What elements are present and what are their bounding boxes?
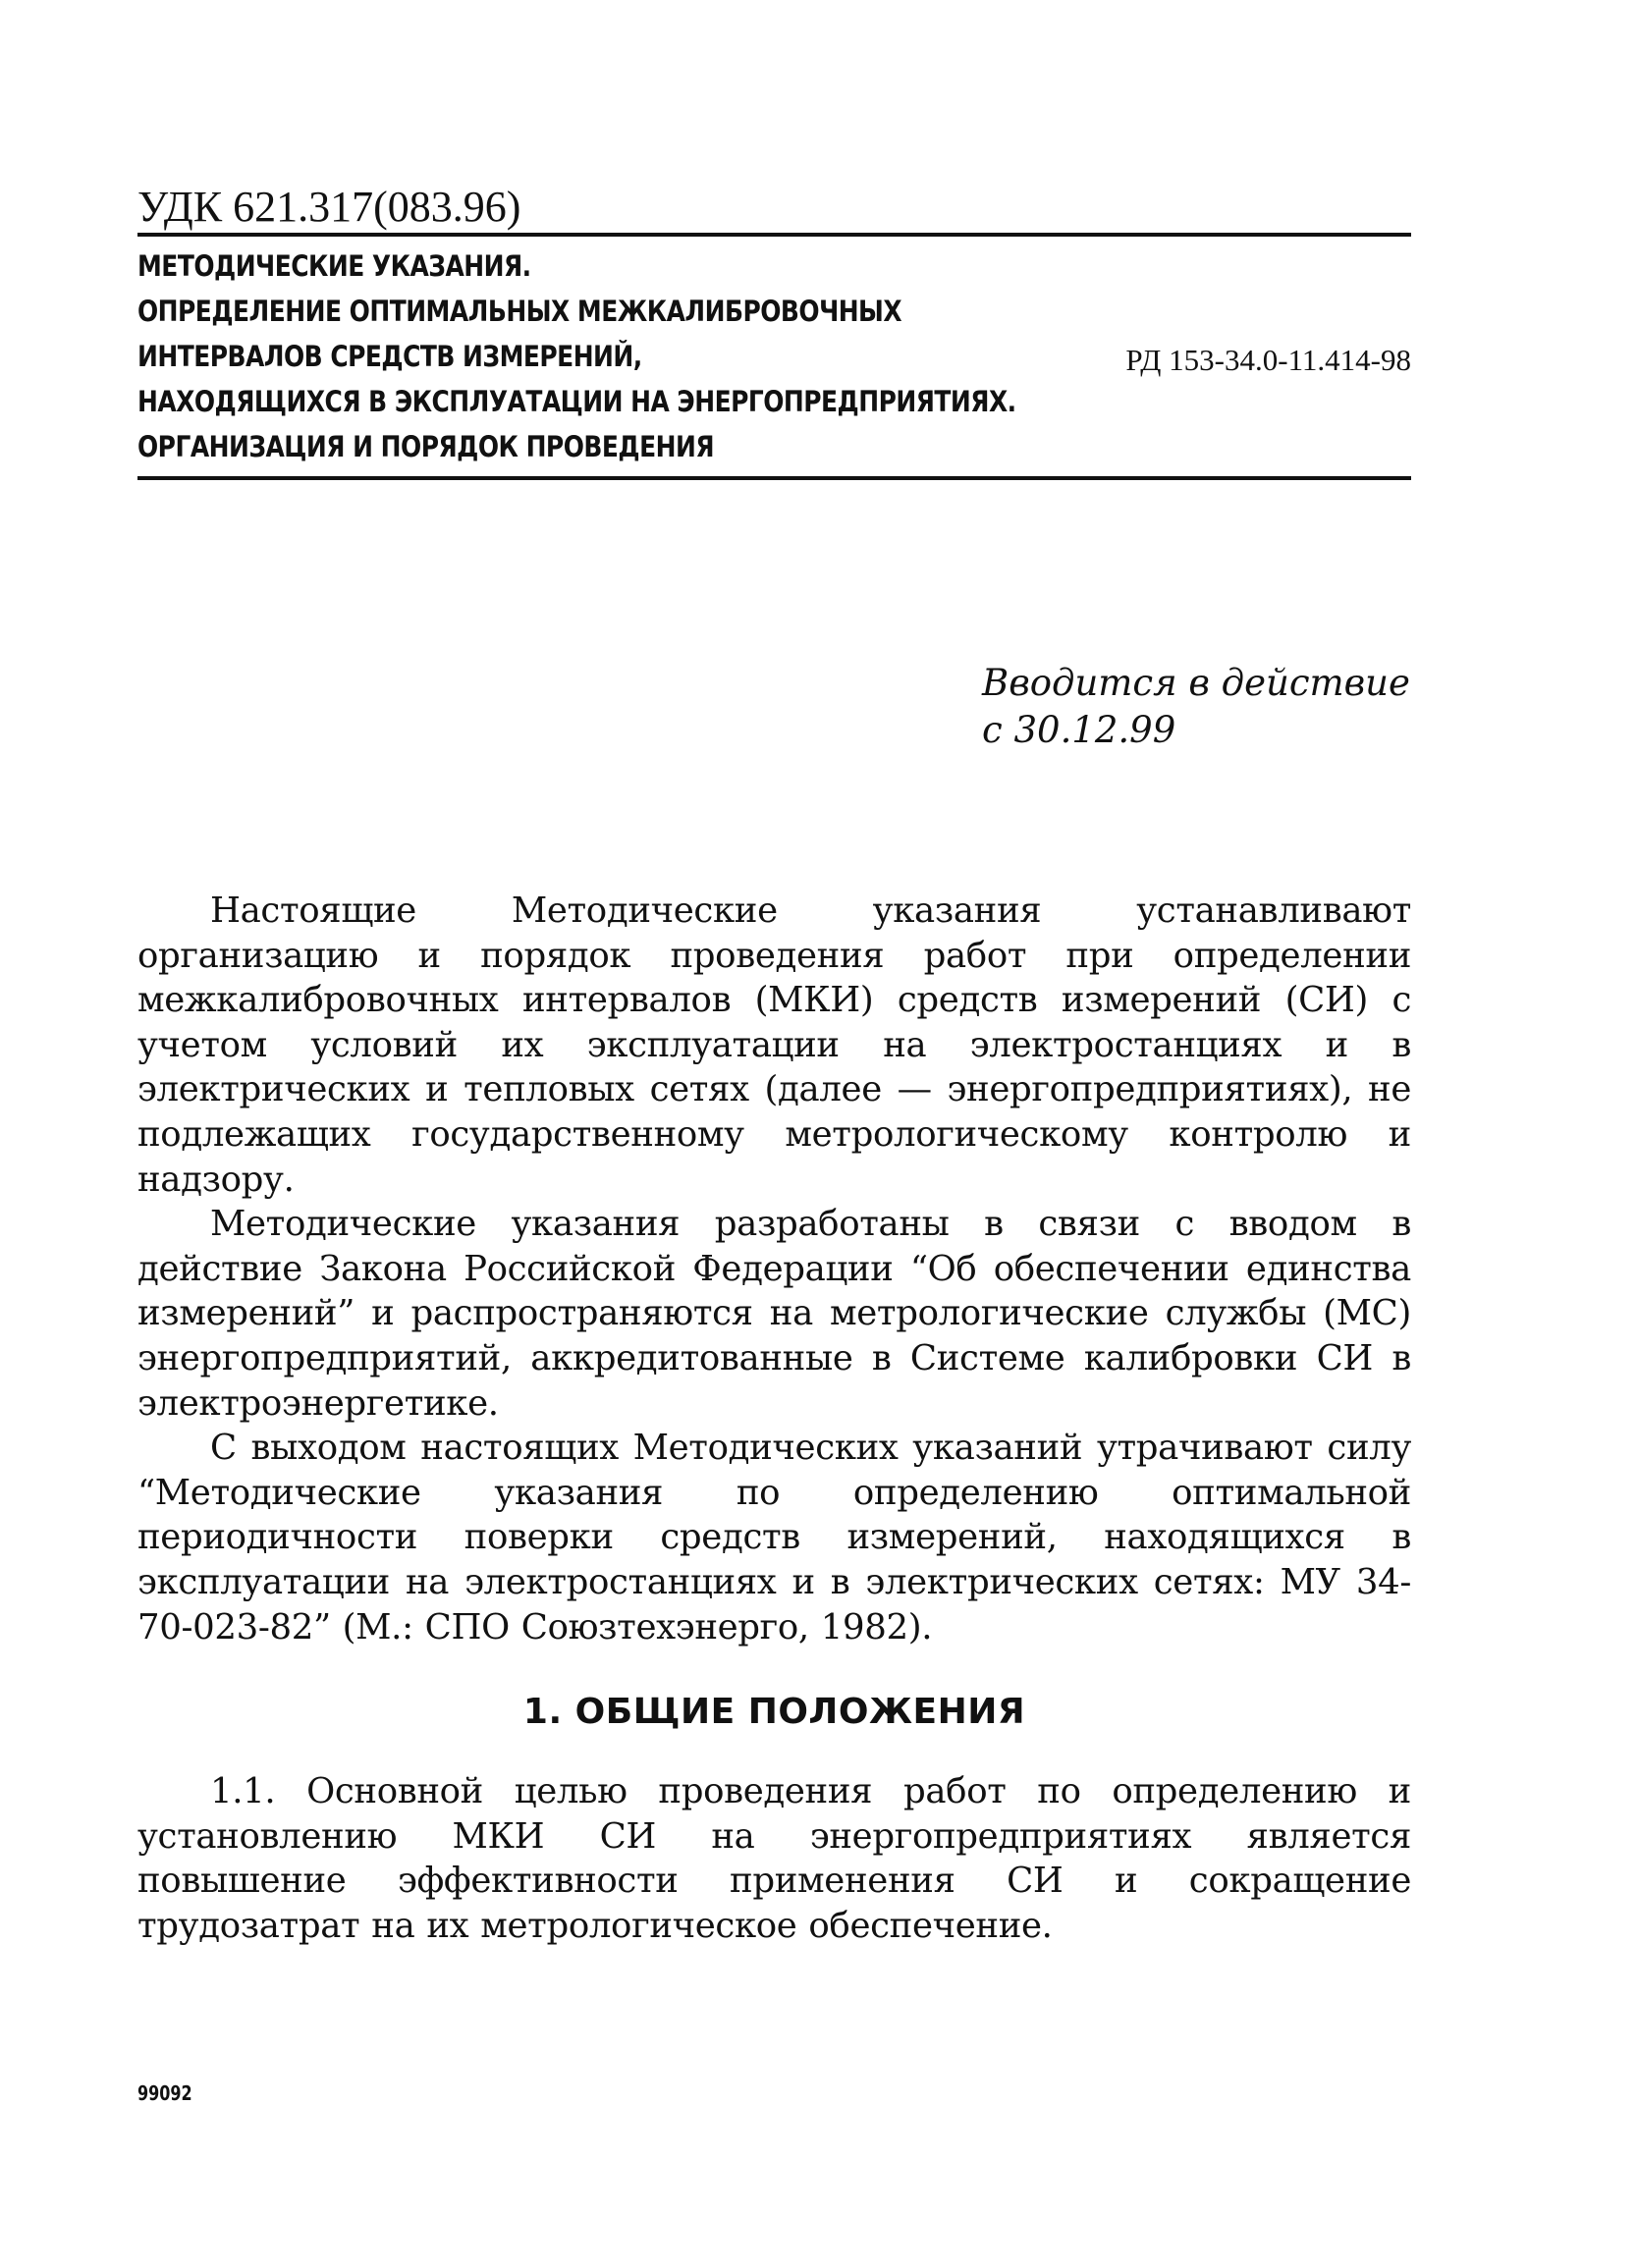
title-line: НАХОДЯЩИХСЯ В ЭКСПЛУАТАЦИИ НА ЭНЕРГОПРЕДПРИЯТИЯХ.	[137, 385, 1016, 418]
intro-text	[137, 889, 1411, 1649]
effective-line: Вводится в действие	[982, 662, 1410, 704]
title-line: ОПРЕДЕЛЕНИЕ ОПТИМАЛЬНЫХ МЕЖКАЛИБРОВОЧНЫХ	[137, 295, 902, 328]
paragraph: Настоящие Методические указания устанавливают организацию и порядок проведения работ при определении межкалибровочных интервалов (МКИ) средств измерений (СИ) с учетом условий их эксплуатации на электростанциях и в электрических и тепловых сетях (далее — энергопредприятиях), не подлежащих государственному метрологическому контролю и надзору.	[137, 891, 1411, 1200]
udk-code: УДК 621.317(083.96)	[137, 183, 521, 231]
title-line: ОРГАНИЗАЦИЯ И ПОРЯДОК ПРОВЕДЕНИЯ	[137, 430, 715, 463]
footer-code: 99092	[137, 2081, 192, 2105]
title-line: МЕТОДИЧЕСКИЕ УКАЗАНИЯ.	[137, 249, 531, 283]
effective-date: с 30.12.99	[982, 709, 1176, 751]
header-top-rule	[137, 233, 1411, 237]
paragraph: 1.1. Основной целью проведения работ по определению и установлению МКИ СИ на энергопредприятиях является повышение эффективности применения СИ и сокращение трудозатрат на их метрологическое обеспечение.	[137, 1771, 1411, 1946]
paragraph: С выходом настоящих Методических указаний утрачивают силу “Методические указания по определению оптимальной периодичности поверки средств измерений, находящихся в эксплуатации на электростанциях и в электрических сетях: МУ 34-70-023-82” (М.: СПО Союзтехэнерго, 1982).	[137, 1428, 1411, 1647]
paragraph: Методические указания разработаны в связи с вводом в действие Закона Российской Федерации “Об обеспечении единства измерений” и распространяются на метрологические службы (МС) энергопредприятий, аккредитованные в Системе калибровки СИ в электроэнергетике.	[137, 1204, 1411, 1424]
effective-date-note	[982, 660, 1410, 754]
section-heading: 1. ОБЩИЕ ПОЛОЖЕНИЯ	[522, 1692, 1026, 1732]
title-line: ИНТЕРВАЛОВ СРЕДСТВ ИЗМЕРЕНИЙ,	[137, 340, 642, 373]
document-code: РД 153-34.0-11.414-98	[1125, 343, 1411, 377]
section-text	[137, 1769, 1411, 1948]
header-bottom-rule	[137, 476, 1411, 480]
document-title	[137, 243, 1061, 469]
